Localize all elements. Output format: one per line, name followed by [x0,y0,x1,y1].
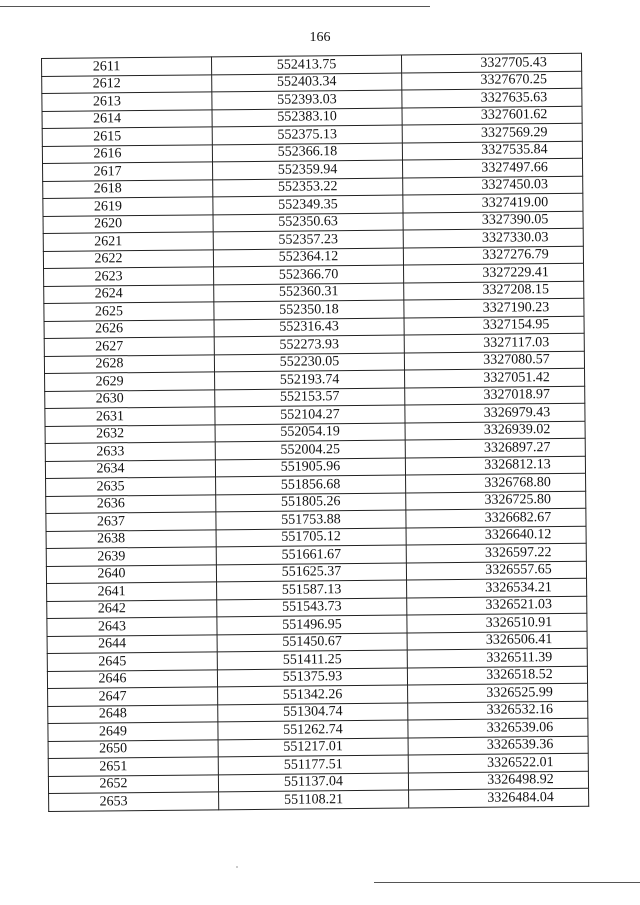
point-number-cell: 2631 [45,407,215,426]
point-number-cell: 2622 [43,249,213,268]
coordinates-table [41,53,589,812]
x-coordinate-cell: 552104.27 [215,405,405,424]
y-coordinate-cell: 3327601.62 [402,106,582,125]
table-body [42,53,589,811]
point-number-cell: 2649 [48,722,218,741]
y-coordinate-cell: 3326725.80 [406,491,586,510]
x-coordinate-cell: 552004.25 [215,440,405,459]
point-number-cell: 2651 [48,757,218,776]
y-coordinate-cell: 3327390.05 [403,211,583,230]
x-coordinate-cell: 551177.51 [218,755,408,774]
point-number-cell: 2639 [46,547,216,566]
point-number-cell: 2652 [48,774,218,793]
x-coordinate-cell: 552360.31 [214,283,404,302]
point-number-cell: 2630 [45,389,215,408]
x-coordinate-cell: 552230.05 [214,353,404,372]
point-number-cell: 2625 [44,302,214,321]
x-coordinate-cell: 551587.13 [217,580,407,599]
x-coordinate-cell: 551543.73 [217,598,407,617]
y-coordinate-cell: 3327635.63 [402,88,582,107]
x-coordinate-cell: 551217.01 [218,738,408,757]
point-number-cell: 2612 [42,74,212,93]
x-coordinate-cell: 551262.74 [218,720,408,739]
y-coordinate-cell: 3326557.65 [406,561,586,580]
y-coordinate-cell: 3327276.79 [403,246,583,265]
top-rule [0,6,430,7]
point-number-cell: 2616 [42,144,212,163]
point-number-cell: 2611 [42,57,212,76]
point-number-cell: 2618 [43,179,213,198]
x-coordinate-cell: 551342.26 [218,685,408,704]
y-coordinate-cell: 3326897.27 [405,438,585,457]
point-number-cell: 2634 [45,459,215,478]
point-number-cell: 2646 [47,669,217,688]
point-number-cell: 2620 [43,214,213,233]
y-coordinate-cell: 3327154.95 [404,316,584,335]
point-number-cell: 2619 [43,197,213,216]
point-number-cell: 2640 [46,564,216,583]
y-coordinate-cell: 3326506.41 [407,631,587,650]
point-number-cell: 2642 [47,599,217,618]
y-coordinate-cell: 3326498.92 [408,771,588,790]
y-coordinate-cell: 3326539.36 [408,736,588,755]
x-coordinate-cell: 551304.74 [218,703,408,722]
point-number-cell: 2653 [49,792,219,811]
y-coordinate-cell: 3326979.43 [405,403,585,422]
x-coordinate-cell: 552349.35 [213,195,403,214]
y-coordinate-cell: 3327208.15 [404,281,584,300]
y-coordinate-cell: 3327569.29 [402,123,582,142]
y-coordinate-cell: 3327497.66 [402,158,582,177]
y-coordinate-cell: 3326682.67 [406,508,586,527]
x-coordinate-cell: 552153.57 [215,388,405,407]
point-number-cell: 2613 [42,92,212,111]
y-coordinate-cell: 3326539.06 [408,718,588,737]
x-coordinate-cell: 552393.03 [212,90,402,109]
x-coordinate-cell: 552353.22 [213,178,403,197]
point-number-cell: 2641 [47,582,217,601]
point-number-cell: 2632 [45,424,215,443]
coordinates-sheet [41,53,588,832]
x-coordinate-cell: 552383.10 [212,108,402,127]
point-number-cell: 2645 [47,652,217,671]
y-coordinate-cell: 3326812.13 [405,456,585,475]
x-coordinate-cell: 551137.04 [218,773,408,792]
y-coordinate-cell: 3326484.04 [409,788,589,807]
x-coordinate-cell: 552375.13 [212,125,402,144]
y-coordinate-cell: 3326597.22 [406,543,586,562]
point-number-cell: 2643 [47,617,217,636]
x-coordinate-cell: 551375.93 [217,668,407,687]
point-number-cell: 2623 [44,267,214,286]
x-coordinate-cell: 551496.95 [217,615,407,634]
x-coordinate-cell: 551661.67 [216,545,406,564]
y-coordinate-cell: 3327018.97 [405,386,585,405]
point-number-cell: 2644 [47,634,217,653]
x-coordinate-cell: 552366.18 [212,143,402,162]
x-coordinate-cell: 552366.70 [214,265,404,284]
y-coordinate-cell: 3326534.21 [407,578,587,597]
x-coordinate-cell: 552316.43 [214,318,404,337]
point-number-cell: 2617 [43,162,213,181]
point-number-cell: 2635 [46,477,216,496]
y-coordinate-cell: 3326510.91 [407,613,587,632]
point-number-cell: 2650 [48,739,218,758]
x-coordinate-cell: 552350.63 [213,213,403,232]
x-coordinate-cell: 552403.34 [212,73,402,92]
y-coordinate-cell: 3327080.57 [404,351,584,370]
y-coordinate-cell: 3326768.80 [406,473,586,492]
x-coordinate-cell: 552413.75 [211,55,401,74]
y-coordinate-cell: 3326521.03 [407,596,587,615]
y-coordinate-cell: 3327051.42 [405,368,585,387]
x-coordinate-cell: 551856.68 [216,475,406,494]
y-coordinate-cell: 3327535.84 [402,141,582,160]
point-number-cell: 2621 [43,232,213,251]
y-coordinate-cell: 3326525.99 [408,683,588,702]
point-number-cell: 2637 [46,512,216,531]
x-coordinate-cell: 552359.94 [213,160,403,179]
y-coordinate-cell: 3326511.39 [407,648,587,667]
point-number-cell: 2648 [48,704,218,723]
x-coordinate-cell: 551905.96 [215,458,405,477]
page-number: 166 [309,30,331,45]
x-coordinate-cell: 552054.19 [215,423,405,442]
y-coordinate-cell: 3327117.03 [404,333,584,352]
x-coordinate-cell: 551705.12 [216,528,406,547]
y-coordinate-cell: 3327450.03 [403,176,583,195]
point-number-cell: 2628 [44,354,214,373]
x-coordinate-cell: 552273.93 [214,335,404,354]
y-coordinate-cell: 3327229.41 [404,263,584,282]
y-coordinate-cell: 3326522.01 [408,753,588,772]
point-number-cell: 2633 [45,442,215,461]
x-coordinate-cell: 552364.12 [213,248,403,267]
point-number-cell: 2629 [45,372,215,391]
point-number-cell: 2647 [48,687,218,706]
y-coordinate-cell: 3326640.12 [406,526,586,545]
point-number-cell: 2638 [46,529,216,548]
y-coordinate-cell: 3326532.16 [408,701,588,720]
x-coordinate-cell: 551753.88 [216,510,406,529]
y-coordinate-cell: 3327190.23 [404,298,584,317]
y-coordinate-cell: 3327705.43 [401,53,581,72]
x-coordinate-cell: 552357.23 [213,230,403,249]
x-coordinate-cell: 551108.21 [219,790,409,809]
x-coordinate-cell: 552350.18 [214,300,404,319]
y-coordinate-cell: 3327670.25 [402,71,582,90]
scan-speck [236,866,238,868]
bottom-rule [374,882,640,883]
y-coordinate-cell: 3327419.00 [403,193,583,212]
x-coordinate-cell: 551450.67 [217,633,407,652]
x-coordinate-cell: 551411.25 [217,650,407,669]
x-coordinate-cell: 551625.37 [216,563,406,582]
y-coordinate-cell: 3326518.52 [407,666,587,685]
x-coordinate-cell: 552193.74 [215,370,405,389]
point-number-cell: 2627 [44,337,214,356]
x-coordinate-cell: 551805.26 [216,493,406,512]
point-number-cell: 2614 [42,109,212,128]
y-coordinate-cell: 3326939.02 [405,421,585,440]
y-coordinate-cell: 3327330.03 [403,228,583,247]
point-number-cell: 2615 [42,127,212,146]
point-number-cell: 2626 [44,319,214,338]
point-number-cell: 2636 [46,494,216,513]
point-number-cell: 2624 [44,284,214,303]
